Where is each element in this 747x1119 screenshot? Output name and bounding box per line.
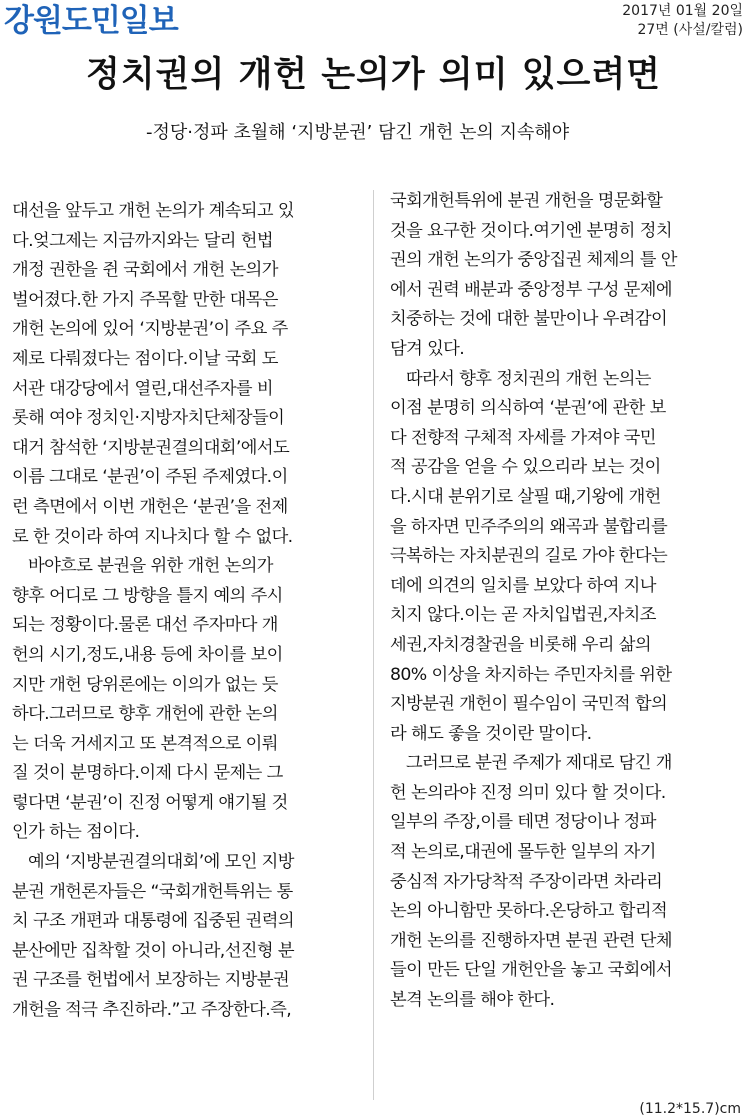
body-text-line: 80% 이상을 차지하는 주민자치를 위한 — [390, 664, 672, 685]
body-text-line: 개헌을 적극 추진하라.”고 주장한다.즉, — [12, 1000, 292, 1021]
body-text-line: 인가 하는 점이다. — [12, 822, 140, 843]
body-text-line: 헌의 시기,정도,내용 등에 차이를 보이 — [12, 644, 283, 665]
body-text-line: 다.시대 분위기로 살필 때,기왕에 개헌 — [390, 486, 661, 507]
body-text-line: 에서 권력 배분과 중앙정부 구성 문제에 — [390, 279, 672, 300]
body-text-line: 서관 대강당에서 열린,대선주자를 비 — [12, 378, 273, 399]
body-text-line: 중심적 자가당착적 주장이라면 차라리 — [390, 871, 663, 892]
body-text-line: 그러므로 분권 주제가 제대로 담긴 개 — [406, 753, 672, 774]
body-text-line: 국회개헌특위에 분권 개헌을 명문화할 — [390, 191, 663, 211]
newspaper-logo: 강원도민일보 — [4, 3, 178, 39]
body-text-line: 지만 개헌 당위론에는 이의가 없는 듯 — [12, 674, 278, 695]
body-text-line: 적 논의로,대권에 몰두한 일부의 자기 — [390, 842, 656, 863]
article-size: (11.2*15.7)cm — [639, 1101, 741, 1117]
body-text-line: 이점 분명히 의식하여 ‘분권’에 관한 보 — [390, 398, 666, 419]
body-text-line: 되는 정황이다.물론 대선 주자마다 개 — [12, 615, 278, 636]
body-text-line: 개헌 논의에 있어 ‘지방분권’이 주요 주 — [12, 319, 288, 340]
body-text-line: 바야흐로 분권을 위한 개헌 논의가 — [28, 556, 273, 577]
body-column-left — [12, 197, 362, 1026]
body-text-line: 데에 의견의 일치를 보았다 하여 지나 — [390, 575, 656, 596]
body-text-line: 일부의 주장,이를 테면 정당이나 정파 — [390, 812, 656, 833]
body-text-line: 라 해도 좋을 것이란 말이다. — [390, 723, 592, 744]
body-text-line: 극복하는 자치분권의 길로 가야 한다는 — [390, 546, 668, 567]
body-text-line: 치중하는 것에 대한 불만이나 우려감이 — [390, 309, 668, 330]
body-text-line: 따라서 향후 정치권의 개헌 논의는 — [406, 368, 651, 389]
article-title: 정치권의 개헌 논의가 의미 있으려면 — [86, 54, 661, 95]
body-text-line: 개정 권한을 쥔 국회에서 개헌 논의가 — [12, 260, 278, 281]
body-text-line: 권 구조를 헌법에서 보장하는 지방분권 — [12, 970, 290, 991]
publication-date: 2017년 01월 20일 — [622, 3, 743, 19]
body-text-line: 다.엊그제는 지금까지와는 달리 헌법 — [12, 230, 273, 251]
body-text-line: 것을 요구한 것이다.여기엔 분명히 정치 — [390, 220, 672, 241]
body-text-line: 대거 참석한 ‘지방분권결의대회’에서도 — [12, 437, 290, 458]
body-text-line: 본격 논의를 해야 한다. — [390, 990, 555, 1011]
body-text-line: 제로 다뤄졌다는 점이다.이날 국회 도 — [12, 348, 278, 369]
body-text-line: 치 구조 개편과 대통령에 집중된 권력의 — [12, 911, 294, 932]
body-text-line: 예의 ‘지방분권결의대회’에 모인 지방 — [28, 852, 294, 873]
body-text-line: 을 하자면 민주주의의 왜곡과 불합리를 — [390, 516, 668, 537]
body-text-line: 벌어졌다.한 가지 주목할 만한 대목은 — [12, 289, 278, 310]
body-text-line: 는 더욱 거세지고 또 본격적으로 이뤄 — [12, 733, 278, 754]
body-text-line: 향후 어디로 그 방향을 틀지 예의 주시 — [12, 585, 283, 606]
body-text-line: 논의 아니함만 못하다.온당하고 합리적 — [390, 901, 668, 922]
body-text-line: 권의 개헌 논의가 중앙집권 체제의 틀 안 — [390, 250, 677, 271]
body-text-line: 질 것이 분명하다.이제 다시 문제는 그 — [12, 763, 283, 784]
body-text-line: 세권,자치경찰권을 비롯해 우리 삶의 — [390, 634, 651, 655]
body-text-line: 헌 논의라야 진정 의미 있다 할 것이다. — [390, 782, 666, 803]
body-text-line: 렇다면 ‘분권’이 진정 어떻게 얘기될 것 — [12, 792, 288, 813]
page-section: 27면 (사설/칼럼) — [637, 22, 743, 38]
body-text-line: 개헌 논의를 진행하자면 분권 관련 단체 — [390, 930, 672, 951]
article-subtitle: -정당·정파 초월해 ‘지방분권’ 담긴 개헌 논의 지속해야 — [146, 122, 570, 143]
body-text-line: 분권 개헌론자들은 “국회개헌특위는 통 — [12, 881, 293, 902]
body-text-line: 지방분권 개헌이 필수임이 국민적 합의 — [390, 694, 668, 715]
body-text-line: 런 측면에서 이번 개헌은 ‘분권’을 전제 — [12, 496, 288, 517]
body-text-line: 롯해 여야 정치인·지방자치단체장들이 — [12, 408, 285, 429]
body-text-line: 담겨 있다. — [390, 338, 465, 359]
body-column-right — [390, 187, 740, 1016]
body-text-line: 대선을 앞두고 개헌 논의가 계속되고 있 — [12, 201, 294, 221]
body-text-line: 치지 않다.이는 곧 자치입법권,자치조 — [390, 605, 656, 626]
body-text-line: 로 한 것이라 하여 지나치다 할 수 없다. — [12, 526, 293, 547]
body-text-line: 다 전향적 구체적 자세를 가져야 국민 — [390, 427, 656, 448]
body-text-line: 들이 만든 단일 개헌안을 놓고 국회에서 — [390, 960, 672, 981]
body-text-line: 이름 그대로 ‘분권’이 주된 주제였다.이 — [12, 467, 288, 488]
body-text-line: 분산에만 집착할 것이 아니라,선진형 분 — [12, 940, 294, 961]
publication-meta — [622, 2, 743, 40]
body-text-line: 하다.그러므로 향후 개헌에 관한 논의 — [12, 704, 278, 725]
column-divider — [373, 190, 374, 1100]
body-text-line: 적 공감을 얻을 수 있으리라 보는 것이 — [390, 457, 661, 478]
